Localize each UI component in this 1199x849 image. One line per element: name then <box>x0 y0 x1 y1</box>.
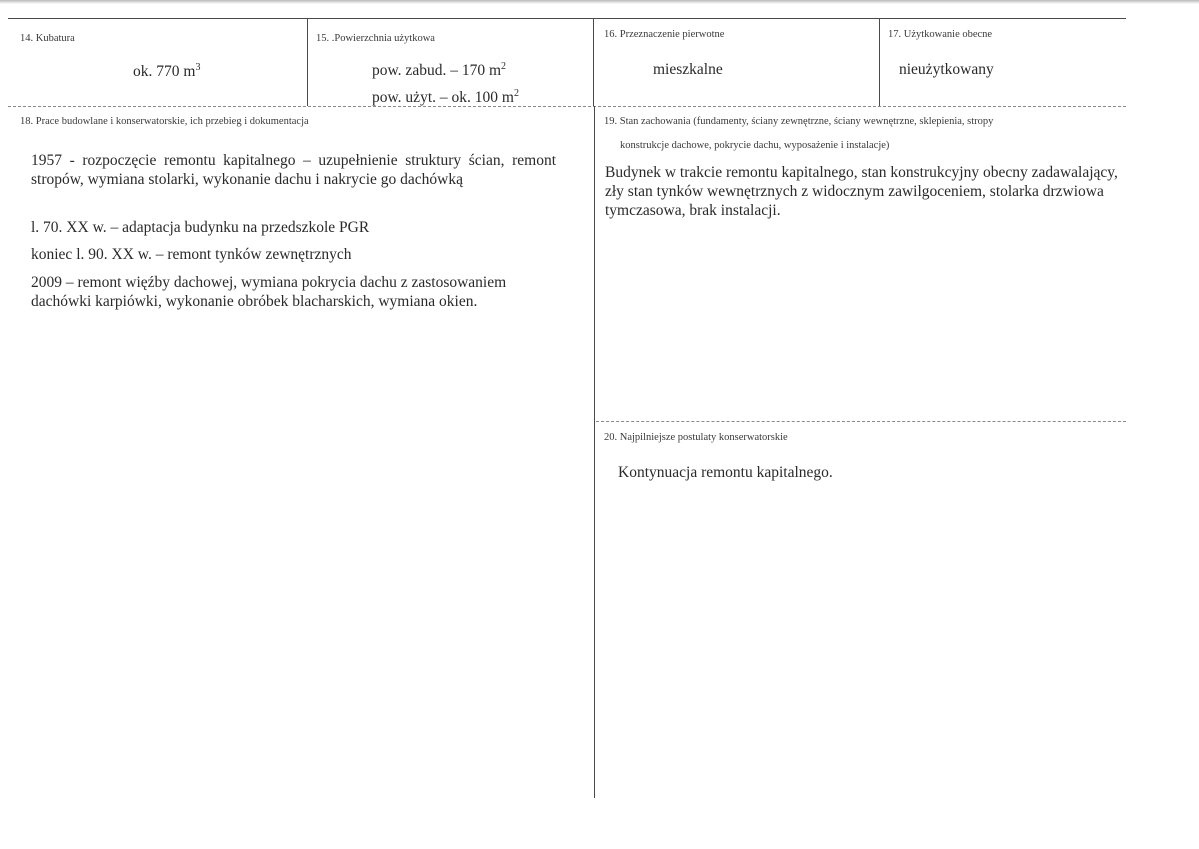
powierzchnia-uzytkowa: pow. użyt. – ok. 100 $m^2$ <box>372 88 519 106</box>
top-rule <box>8 18 1126 19</box>
kubatura-label: 14. Kubatura <box>20 33 75 44</box>
prace-entry-1970s: l. 70. XX w. – adaptacja budynku na przedszkole PGR <box>31 219 370 236</box>
postulaty-text: Kontynuacja remontu kapitalnego. <box>618 464 833 481</box>
prace-label: 18. Prace budowlane i konserwatorskie, ich przebieg i dokumentacja <box>20 116 309 127</box>
prace-entry-1957: 1957 - rozpoczęcie remontu kapitalnego – uzupełnienie struktury ścian, remont stropów, wymiana stolarki, wykonanie dachu i nakrycie go dachówką <box>31 152 556 188</box>
divider-15-16 <box>593 18 594 106</box>
section-19-20-divider <box>596 421 1126 422</box>
przeznaczenie-label: 16. Przeznaczenie pierwotne <box>604 29 725 40</box>
kubatura-value: ok. 770 $m^3$ <box>133 62 201 80</box>
przeznaczenie-value: mieszkalne <box>653 61 723 78</box>
uzytkowanie-value: nieużytkowany <box>899 61 994 78</box>
prace-entry-2009: 2009 – remont więźby dachowej, wymiana pokrycia dachu z zastosowaniem dachówki karpiówki, wykonanie obróbek blacharskich, wymiana okien. <box>31 274 507 310</box>
stan-zachowania-label-1: 19. Stan zachowania (fundamenty, ściany zewnętrzne, ściany wewnętrzne, sklepienia, stropy <box>604 116 994 127</box>
scan-top-edge <box>0 0 1199 4</box>
stan-zachowania-label-2: konstrukcje dachowe, pokrycie dachu, wyposażenie i instalacje) <box>620 140 890 151</box>
stan-zachowania-text: Budynek w trakcie remontu kapitalnego, stan konstrukcyjny obecny zadawalający, zły stan tynków wewnętrznych z widocznym zawilgoceniem, stolarka drzwiowa tymczasowa, brak instalacji. <box>605 164 1118 219</box>
powierzchnia-zabudowy: pow. zabud. – 170 $m^2$ <box>372 61 507 79</box>
postulaty-label: 20. Najpilniejsze postulaty konserwatorskie <box>604 432 788 443</box>
divider-14-15 <box>307 18 308 106</box>
powierzchnia-label: 15. .Powierzchnia użytkowa <box>316 33 435 44</box>
uzytkowanie-label: 17. Użytkowanie obecne <box>888 29 993 40</box>
prace-entry-1990s: koniec l. 90. XX w. – remont tynków zewnętrznych <box>31 246 352 263</box>
column-divider <box>594 106 595 798</box>
row-divider <box>8 106 1126 107</box>
divider-16-17 <box>879 18 880 106</box>
